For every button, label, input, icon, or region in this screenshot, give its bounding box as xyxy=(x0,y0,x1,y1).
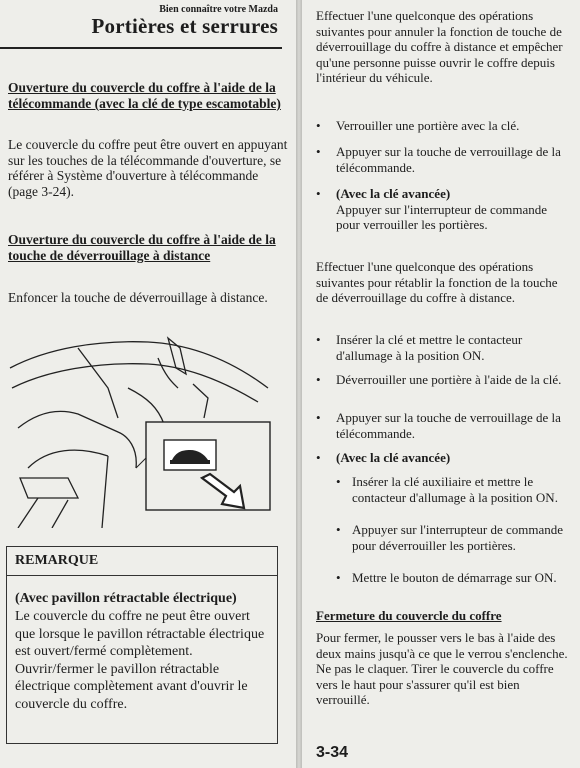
note-text: Le couvercle du coffre ne peut être ouvert que lorsque le pavillon rétractable électrique est ouvert/fermé complètement. Ouvrir/fermer le pavillon rétractable électrique complètement avant d'ouvrir le couvercle du coffre. xyxy=(15,609,265,712)
note-header: REMARQUE xyxy=(15,553,99,568)
page-title: Portières et serrures xyxy=(91,14,278,38)
cancel-function-intro: Effectuer l'une quelconque des opérations suivantes pour annuler la fonction de touche de déverrouillage du coffre à distance et empêcher qu'une personne puisse ouvrir le coffre depuis l'intérieur du véhicule. xyxy=(316,8,563,85)
section-text-closing: Pour fermer, le pousser vers le bas à l'aide des deux mains jusqu'à ce que le verrou s'enclenche. Ne pas le claquer. Tirer le couvercle du coffre vers le haut pour s'assurer qu'il est bien verrouillé. xyxy=(316,630,568,707)
bullet-dot: • xyxy=(316,144,321,159)
bullet-dot: • xyxy=(316,186,321,201)
section-text-remote-opening: Le couvercle du coffre peut être ouvert en appuyant sur les touches de la télécommande d'ouverture, se référer à Système d'ouverture à télécommande (page 3-24). xyxy=(8,137,288,199)
bullet-dot: • xyxy=(316,372,321,387)
restore-function-intro: Effectuer l'une quelconque des opérations suivantes pour rétablir la fonction de la touche de déverrouillage du coffre à distance. xyxy=(316,259,558,305)
bullet-dot: • xyxy=(336,522,341,537)
note-subheading: (Avec pavillon rétractable électrique) xyxy=(15,591,237,606)
bullet-dot: • xyxy=(316,450,321,465)
section-heading-remote-opening: Ouverture du couvercle du coffre à l'aide de la télécommande (avec la clé de type escamotable) xyxy=(8,80,281,111)
bullet-dot: • xyxy=(316,118,321,133)
bullet-dot: • xyxy=(316,410,321,425)
bullet-dot: • xyxy=(336,570,341,585)
note-box xyxy=(6,546,278,744)
advanced-key-label: (Avec la clé avancée) xyxy=(336,450,451,465)
trunk-release-button-illustration xyxy=(8,328,276,528)
page-number: 3-34 xyxy=(316,744,349,761)
section-text-remote-button: Enfoncer la touche de déverrouillage à distance. xyxy=(8,290,268,305)
title-divider xyxy=(0,47,282,49)
section-heading-remote-button: Ouverture du couvercle du coffre à l'aide de la touche de déverrouillage à distance xyxy=(8,232,276,263)
bullet-dot: • xyxy=(336,474,341,489)
running-header: Bien connaître votre Mazda xyxy=(159,4,278,15)
advanced-key-label: (Avec la clé avancée) xyxy=(336,186,451,201)
right-page: Effectuer l'une quelconque des opérations suivantes pour annuler la fonction de touche de déverrouillage du coffre à distance et empêcher qu'une personne puisse ouvrir le coffre depuis l'intérieur du véhicule. • Verrouiller une portière avec la clé. • Appuyer sur la touche de verrouillage de la télécommande. • (Avec la clé avancée) Appuyer sur l'interrupteur de commande pour verrouiller les portières. Effectuer l'une quelconque des opérations suivantes pour rétablir la fonction de la touche de déverrouillage du coffre à distance. • Insérer la clé et mettre le contacteur d'allumage à la position ON. • Déverrouiller une portière à l'aide de la clé. • Appuyer sur la touche de verrouillage de la télécommande. • (Avec la clé avancée) • Insérer la clé auxiliaire et mettre le contacteur d'allumage à la position ON. • Appuyer sur l'interrupteur de commande pour déverrouiller les portières. • Mettre le bouton de démarrage sur ON. Fermeture du couvercle du coffre Pour fermer, le pousser vers le bas à l'aide des deux mains jusqu'à ce que le verrou s'enclenche. Ne pas le claquer. Tirer le couvercle du coffre vers le haut pour s'assurer qu'il est bien verrouillé. 3-34 xyxy=(302,0,580,768)
section-heading-closing: Fermeture du couvercle du coffre xyxy=(316,608,502,623)
note-header-bar xyxy=(7,547,277,576)
bullet-dot: • xyxy=(316,332,321,347)
